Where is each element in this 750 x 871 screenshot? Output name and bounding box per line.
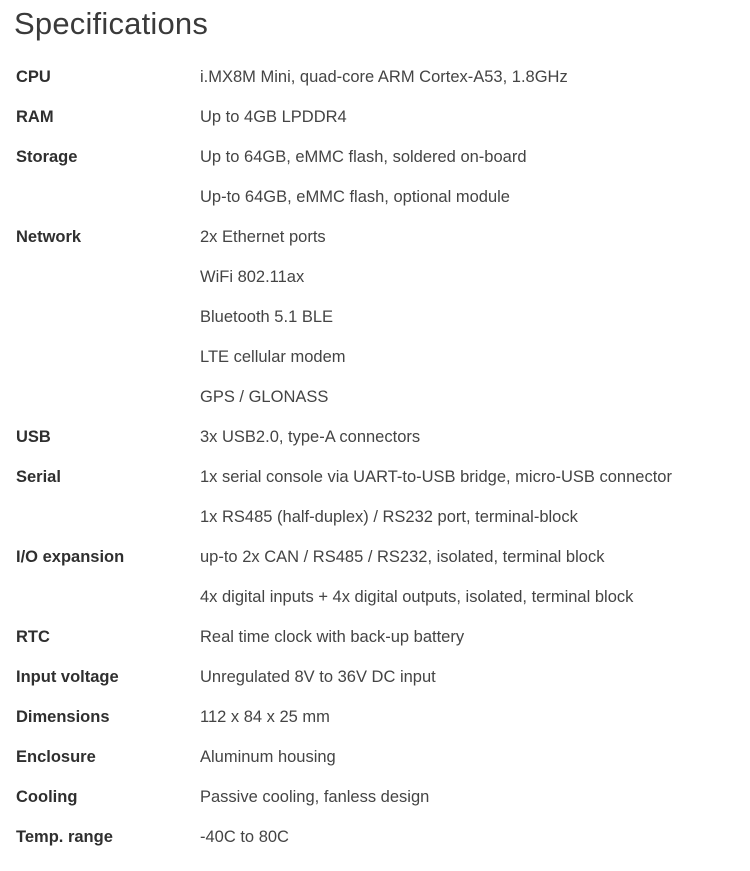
- spec-value: Up-to 64GB, eMMC flash, optional module: [200, 187, 510, 206]
- spec-value: Real time clock with back-up battery: [200, 627, 465, 646]
- spec-value: 4x digital inputs + 4x digital outputs, isolated, terminal block: [200, 587, 634, 606]
- spec-value: 3x USB2.0, type-A connectors: [200, 427, 421, 446]
- spec-row: [16, 457, 736, 497]
- spec-value: Aluminum housing: [200, 747, 336, 766]
- spec-row: [16, 537, 736, 577]
- spec-label: USB: [16, 427, 51, 446]
- spec-value: up-to 2x CAN / RS485 / RS232, isolated, terminal block: [200, 547, 605, 566]
- spec-row: [16, 737, 736, 777]
- spec-label: Serial: [16, 467, 61, 486]
- spec-value: i.MX8M Mini, quad-core ARM Cortex-A53, 1.8GHz: [200, 67, 568, 86]
- spec-value: Unregulated 8V to 36V DC input: [200, 667, 436, 686]
- spec-value: LTE cellular modem: [200, 347, 346, 366]
- spec-row: [16, 217, 736, 257]
- spec-label: Input voltage: [16, 667, 119, 686]
- spec-row: [16, 817, 736, 857]
- spec-label: Cooling: [16, 787, 78, 806]
- spec-value: -40C to 80C: [200, 827, 289, 846]
- spec-row: [16, 617, 736, 657]
- spec-label: RAM: [16, 107, 54, 126]
- spec-row: [16, 657, 736, 697]
- specifications-table: [16, 57, 736, 857]
- spec-value: 112 x 84 x 25 mm: [200, 707, 330, 726]
- spec-value: Bluetooth 5.1 BLE: [200, 307, 334, 326]
- spec-value: 2x Ethernet ports: [200, 227, 326, 246]
- spec-row: [16, 97, 736, 137]
- spec-row: [16, 337, 736, 377]
- spec-label: Network: [16, 227, 82, 246]
- spec-value: 1x serial console via UART-to-USB bridge, micro-USB connector: [200, 467, 672, 486]
- spec-label: Dimensions: [16, 707, 110, 726]
- spec-label: Temp. range: [16, 827, 113, 846]
- spec-row: [16, 777, 736, 817]
- spec-row: [16, 297, 736, 337]
- spec-label: Enclosure: [16, 747, 96, 766]
- spec-value: WiFi 802.11ax: [200, 267, 305, 286]
- spec-label: CPU: [16, 67, 51, 86]
- spec-label: I/O expansion: [16, 547, 125, 566]
- spec-label: Storage: [16, 147, 78, 166]
- spec-row: [16, 577, 736, 617]
- spec-value: Passive cooling, fanless design: [200, 787, 430, 806]
- spec-row: [16, 257, 736, 297]
- spec-row: [16, 697, 736, 737]
- spec-value: Up to 4GB LPDDR4: [200, 107, 347, 126]
- spec-value: Up to 64GB, eMMC flash, soldered on-board: [200, 147, 527, 166]
- spec-row: [16, 137, 736, 177]
- spec-row: [16, 497, 736, 537]
- spec-row: [16, 377, 736, 417]
- spec-row: [16, 57, 736, 97]
- spec-value: GPS / GLONASS: [200, 387, 329, 406]
- spec-row: [16, 417, 736, 457]
- spec-label: RTC: [16, 627, 50, 646]
- page-title: Specifications: [14, 6, 209, 41]
- spec-row: [16, 177, 736, 217]
- spec-value: 1x RS485 (half-duplex) / RS232 port, terminal-block: [200, 507, 578, 526]
